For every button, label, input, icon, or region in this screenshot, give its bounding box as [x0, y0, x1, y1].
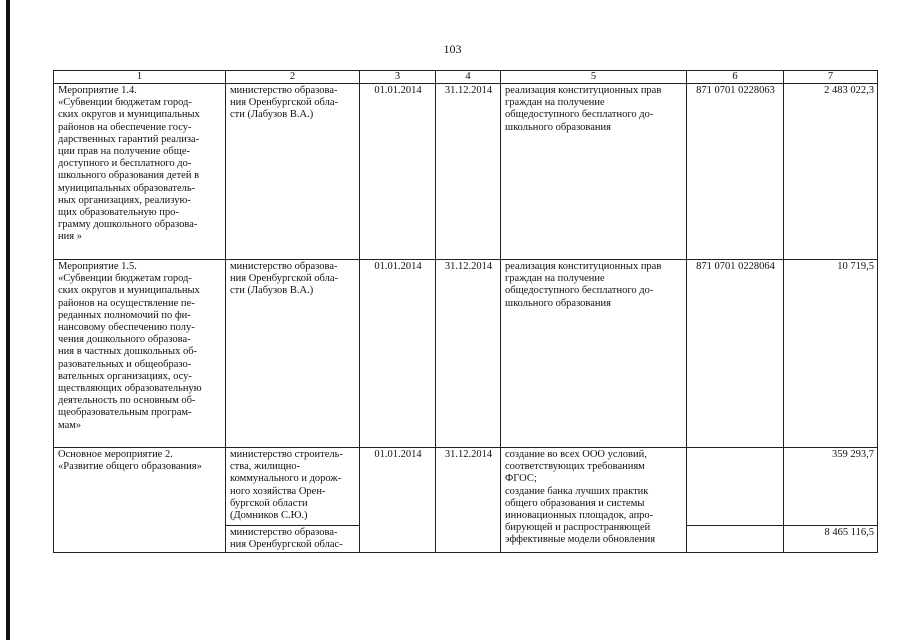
column-header: 7	[784, 71, 878, 84]
executor: министерство образова- ния Оренбургской обла- сти (Лабузов В.А.)	[226, 84, 360, 260]
program-measures-table	[53, 70, 878, 553]
expected-result: реализация конституционных прав граждан на получение общедоступного бесплатного до- школьного образования	[501, 84, 687, 260]
funding-amount: 10 719,5	[784, 260, 878, 448]
end-date: 31.12.2014	[436, 84, 501, 260]
funding-amount: 359 293,7	[784, 448, 878, 526]
start-date: 01.01.2014	[360, 84, 436, 260]
measure-name: Мероприятие 1.5. «Субвенции бюджетам город- ских округов и муниципальных районов на осуществление пе- реданных полномочий по фи- нансовому обеспечению полу- чения дошкольного образова- ния в частных дошкольных об- разовательных и общеобразо- вательных организациях, осу- ществляющих образовательную деятельность по основным об- щеобразовательным програм- мам»	[54, 260, 226, 448]
table-row	[54, 84, 878, 260]
table-row	[54, 448, 878, 526]
start-date: 01.01.2014	[360, 448, 436, 553]
page-number: 103	[443, 42, 462, 56]
column-header: 5	[501, 71, 687, 84]
funding-amount-secondary: 8 465 116,5	[784, 526, 878, 553]
end-date: 31.12.2014	[436, 260, 501, 448]
column-header: 3	[360, 71, 436, 84]
header-row	[54, 71, 878, 84]
executor-secondary: министерство образова- ния Оренбургской облас-	[226, 526, 360, 553]
measure-name: Мероприятие 1.4. «Субвенции бюджетам город- ских округов и муниципальных районов на обеспечение госу- дарственных гарантий реализа- ции прав на получение обще- доступного и бесплатного до- школьного образования детей в муниципальных образователь- ных организациях, реализую- щих образовательную про- грамму дошкольного образова- ния »	[54, 84, 226, 260]
funding-amount: 2 483 022,3	[784, 84, 878, 260]
table-row	[54, 260, 878, 448]
column-header: 6	[687, 71, 784, 84]
expected-result: создание во всех ООО условий, соответствующих требованиям ФГОС; создание банка лучших практик общего образования и системы инновационных площадок, апро- бирующей и распространяющей эффективные модели обновления	[501, 448, 687, 553]
start-date: 01.01.2014	[360, 260, 436, 448]
budget-code-empty	[687, 526, 784, 553]
executor: министерство образова- ния Оренбургской обла- сти (Лабузов В.А.)	[226, 260, 360, 448]
budget-code: 871 0701 0228063	[687, 84, 784, 260]
end-date: 31.12.2014	[436, 448, 501, 553]
column-header: 1	[54, 71, 226, 84]
measure-name: Основное мероприятие 2. «Развитие общего образования»	[54, 448, 226, 553]
page-edge-shadow	[6, 0, 10, 640]
budget-code	[687, 448, 784, 526]
budget-code: 871 0701 0228064	[687, 260, 784, 448]
column-header: 4	[436, 71, 501, 84]
executor: министерство строитель- ства, жилищно- коммунального и дорож- ного хозяйства Орен- бургской области (Домников С.Ю.)	[226, 448, 360, 526]
expected-result: реализация конституционных прав граждан на получение общедоступного бесплатного до- школьного образования	[501, 260, 687, 448]
column-header: 2	[226, 71, 360, 84]
